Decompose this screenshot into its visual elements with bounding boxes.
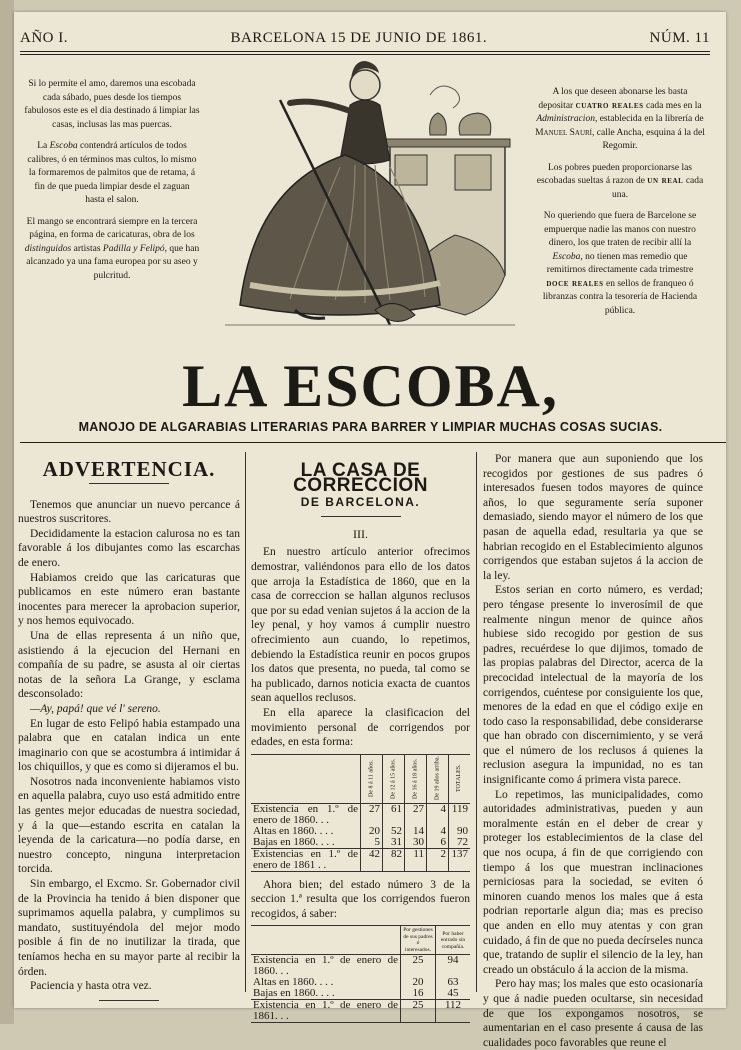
table-row: Bajas en 1860. . . . 16 45 bbox=[251, 988, 470, 1000]
casa-paragraph: En ella aparece la clasificacion del movimiento personal de corrigendos por edades, en esta forma: bbox=[251, 706, 470, 749]
origin-stats-table bbox=[251, 925, 470, 1023]
right-notice bbox=[535, 86, 705, 326]
end-rule bbox=[99, 1000, 159, 1001]
table-row: Existencia en 1.º de enero de 1860. . . 25 94 bbox=[251, 955, 470, 978]
right-notice-p3: No queriendo que fuera de Barcelone se empuerque nadie las manos con nuestro dinero, los que traten de recibir allí la Escoba, no tienen mas remedio que remitirnos directamente cada trimestre doce reales en sellos de franqueo ó libranzas contra la tesorería de Hacienda pública. bbox=[542, 211, 698, 316]
casa-heading: LA CASA DE CORRECCION bbox=[293, 460, 428, 496]
continuation-column bbox=[483, 452, 703, 1050]
continuation-paragraph: Pero hay mas; los males que esto ocasionaría y que á nadie pueden ocultarse, sin necesidad de que los expongamos nosotros, se aumentarian en el caso presente á causa de las cualidades poco favorables que reune el bbox=[483, 978, 703, 1049]
section-number: III. bbox=[353, 526, 368, 541]
table-header: De 12 á 15 años. bbox=[383, 754, 405, 803]
casa-paragraph: Ahora bien; del estado número 3 de la seccion 1.ª resulta que los corrigendos fueron recogidos, á saber: bbox=[251, 878, 470, 920]
column-rule-1 bbox=[245, 452, 246, 992]
casa-correccion-column bbox=[251, 452, 470, 1023]
advertencia-paragraph: Sin embargo, el Excmo. Sr. Gobernador civil de la Provincia ha tenido á bien disponer que suprimamos aquella palabra, y cumplimos su mandato, sustituyéndola del mejor modo posible á fin de no inutilizar la tirada, que teníamos hecha en su mayor parte al recibir la órden. bbox=[18, 878, 240, 978]
right-notice-p2: Los pobres pueden proporcionarse las escobadas sueltas á razon de un real cada una. bbox=[536, 162, 704, 200]
continuation-paragraph: Estos serian en corto número, es verdad; pero téngase presente lo inverosímil de que realmente ningun menor de quince años hubiese sido recogido por gestion de sus padres, recuérdese lo que dijimos, tomado de las propias palabras del Director, acerca de la precocidad intelectual de la mayoría de los corrigendos, cuéntese por consiguiente los que, menores de la edad en que el código exije en todo caso la responsabilidad, debe considerarse que han obrado con discernimiento, y se verá que el número de los reclusos á quienes la reclusion asegura la impunidad, no es tan insignificante como á primera vista parece. bbox=[483, 584, 703, 787]
table-row: Existencias en 1.º de enero de 1861 . . 42 82 11 2 137 bbox=[253, 847, 468, 871]
advertencia-paragraph: En lugar de esto Felipó habia estampado una palabra que en catalan indica un ente imaginario con que se acostumbra á intimidar á los chiquillos, y que es como si dijeramos el bu. bbox=[18, 717, 240, 774]
table-header: Por gestiones de sus padres ó interesados. bbox=[401, 926, 436, 955]
column-rule-2 bbox=[476, 452, 477, 992]
heading-rule bbox=[321, 516, 401, 517]
left-notice-p1: Si lo permite el amo, daremos una escobada cada sábado, pues desde los tiempos fabulosos este es el dia destinado á limpiar las casas, inclusas las mas puercas. bbox=[24, 79, 200, 130]
right-notice-p1: A los que deseen abonarse les basta depositar cuatro reales cada mes en la Administracion, establecida en la librería de Manuel Saurí, calle Ancha, esquina á la del Regomir. bbox=[535, 87, 705, 151]
advertencia-paragraph: Habiamos creido que las caricaturas que publicamos en este número eran bastante inocentes para merecer la aprobacion superior, y nos hemos equivocado. bbox=[18, 571, 240, 628]
continuation-paragraph: Lo repetimos, las municipalidades, como autoridades administrativas, pueden y aun moralmente están en el deber de crear y proteger los establecimientos de la clase del que nos ocupa, á fin de que corrigiendo con tiempo á los que muestran inclinaciones perniciosas para la sociedad, se eviten ó minoren cuando menos los males que á esta podrian reportarle algun dia; mas es preciso que anden en ello muy atentas y con gran cuidado, á fin de que no pueda decírseles nunca que, tratando de suplir el silencio de la ley, han creado un obstáculo á la accion de la misma. bbox=[483, 788, 703, 976]
sweeping-woman-illustration bbox=[205, 55, 525, 340]
advertencia-quote: —Ay, papá! que vé l' sereno. bbox=[30, 702, 161, 715]
issue-year: AÑO I. bbox=[20, 29, 68, 46]
heading-rule bbox=[89, 483, 169, 484]
left-notice-p3: El mango se encontrará siempre en la tercera página, en forma de caricaturas, obra de los distinguidos artistas Padilla y Felipó, que han alcanzado ya una fama europea por su aseo y pulcritud. bbox=[24, 216, 200, 281]
masthead bbox=[20, 28, 710, 48]
advertencia-paragraph: Decididamente la estacion calurosa no es tan favorable á los dibujantes como las escarchas de enero. bbox=[18, 527, 240, 569]
title-rule bbox=[20, 442, 726, 443]
continuation-paragraph: Por manera que aun suponiendo que los recogidos por gestiones de sus padres ó interesados fuesen todos mayores de quince años, lo que seguramente sería suponer demasiado, siendo mayor el número de los que pasan de aquella edad, resultaria ya que se habrian recogido en el Establecimiento algunos corrigendos que estaban sujetos á la accion de la ley. bbox=[483, 453, 703, 582]
table-row: Existencia en 1.º de enero de 1861. . . 25 112 bbox=[251, 1000, 470, 1023]
newspaper-title: LA ESCOBA, bbox=[182, 353, 559, 419]
table-header: De 19 años arriba. bbox=[427, 754, 449, 803]
issue-number: NÚM. 11 bbox=[649, 29, 710, 46]
age-stats-table bbox=[251, 754, 470, 872]
advertencia-closing: Paciencia y hasta otra vez. bbox=[30, 980, 152, 993]
advertencia-column bbox=[18, 452, 240, 1001]
advertencia-paragraph: Tenemos que anunciar un nuevo percance á nuestros suscritores. bbox=[18, 498, 240, 526]
table-header: Por haber entrado sin compañía. bbox=[436, 926, 471, 955]
table-header: De 8 á 11 años. bbox=[361, 754, 383, 803]
table-row: Altas en 1860. . . . 20 52 14 4 90 bbox=[253, 824, 468, 837]
advertencia-paragraph: Nosotros nada inconveniente habiamos visto en aquella palabra, cuyo uso está admitido entre las gentes mejor educadas de nuestra sociedad, y á la que—estando escrita en catalan la leyenda de la caricatura—no podía darse, en nuestro concepto, ninguna interpretacion torcida. bbox=[18, 775, 240, 876]
newspaper-subtitle: MANOJO DE ALGARABIAS LITERARIAS PARA BARRER Y LIMPIAR MUCHAS COSAS SUCIAS. bbox=[78, 420, 663, 434]
casa-subheading: DE BARCELONA. bbox=[300, 495, 421, 510]
left-notice bbox=[24, 78, 200, 291]
casa-paragraph: En nuestro artículo anterior ofrecimos demostrar, valiéndonos para ello de los datos que arroja la Estadística de 1860, que en la casa de correccion se hallan algunos reclusos que por su edad venian sujetos á la accion de la ley penal, y hoy vamos á cumplir nuestro ofrecimiento aun cuando, lo repetimos, debiendo la Estadística reunir en pocos grupos los datos que presenta, no pueda, tal como se ha publicado, darnos noticia exacta de cuantos sean aquellos reclusos. bbox=[251, 546, 470, 705]
binding-spine bbox=[0, 0, 14, 1024]
table-row: Bajas en 1860. . . . 5 31 30 6 72 bbox=[253, 835, 468, 848]
table-row: Existencia en 1.º de enero de 1860. . . 27 61 27 4 119 bbox=[253, 802, 468, 826]
issue-place-date: BARCELONA 15 DE JUNIO DE 1861. bbox=[230, 29, 488, 46]
table-row: Altas en 1860. . . . 20 63 bbox=[251, 977, 470, 988]
table-header: TOTALES. bbox=[449, 754, 471, 803]
advertencia-paragraph: Una de ellas representa á un niño que, asistiendo á la ejecucion del Hernani en compañía de su padre, se asusta al oir ciertas notas de la señora La Grange, y esclama desconsolado: bbox=[18, 629, 240, 701]
advertencia-heading: ADVERTENCIA. bbox=[42, 457, 216, 481]
left-notice-p2: La Escoba contendrá artículos de todos calibres, ó en términos mas cultos, lo mismo la formaremos de palmitos que de retama, á fin de que pueda limpiar desde el zaguan hasta el salon. bbox=[27, 141, 197, 205]
table-header: De 16 á 18 años. bbox=[405, 754, 427, 803]
